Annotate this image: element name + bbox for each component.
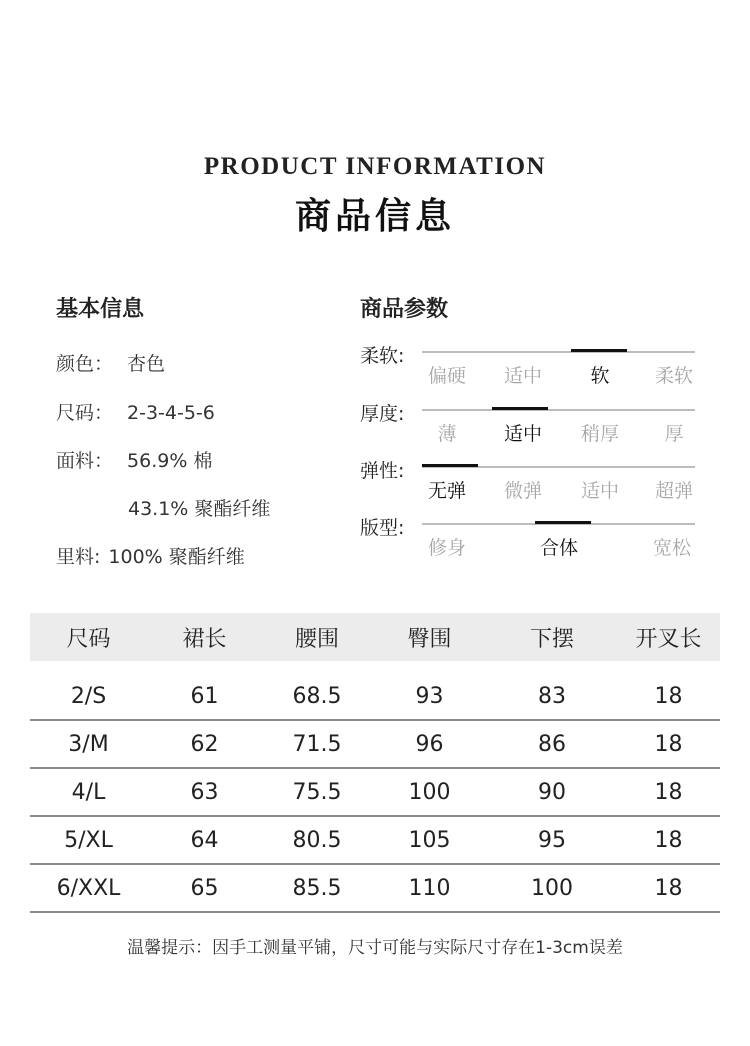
page-title-english: PRODUCT INFORMATION <box>203 153 547 180</box>
table-cell: 71.5 <box>292 731 342 757</box>
table-cell: 86 <box>538 731 566 757</box>
table-cell: 68.5 <box>292 683 342 709</box>
param-option: 适中 <box>580 480 620 502</box>
table-cell: 18 <box>654 875 683 901</box>
param-option-selected: 无弹 <box>427 480 467 502</box>
table-cell: 100 <box>408 779 451 805</box>
table-cell: 96 <box>415 731 444 757</box>
table-row <box>30 673 720 721</box>
info-key: 里料: <box>56 546 101 568</box>
column-header: 下摆 <box>529 626 574 652</box>
param-label: 弹性: <box>360 460 405 482</box>
param-option-selected: 适中 <box>503 423 543 445</box>
table-cell: 18 <box>654 731 683 757</box>
table-cell: 75.5 <box>292 779 342 805</box>
table-cell: 3/M <box>68 731 109 757</box>
table-cell: 110 <box>408 875 451 901</box>
param-option-selected: 合体 <box>539 537 579 559</box>
column-header: 尺码 <box>66 626 111 652</box>
table-cell: 65 <box>190 875 219 901</box>
table-cell: 95 <box>538 827 566 853</box>
param-fit <box>360 513 695 563</box>
param-selected-mark <box>535 521 591 524</box>
param-option: 超弹 <box>654 480 694 502</box>
table-cell: 90 <box>538 779 566 805</box>
column-header: 开叉长 <box>635 626 702 652</box>
table-cell: 80.5 <box>292 827 342 853</box>
info-row-size <box>56 398 215 425</box>
table-cell: 5/XL <box>64 827 113 853</box>
column-header: 腰围 <box>294 626 339 652</box>
table-cell: 18 <box>654 779 683 805</box>
param-label: 厚度: <box>360 403 405 425</box>
info-row-color <box>56 349 165 376</box>
table-row <box>30 865 720 913</box>
param-selected-mark <box>422 464 478 467</box>
table-row <box>30 769 720 817</box>
param-thickness <box>360 399 695 449</box>
info-value: 56.9% 棉 <box>127 450 213 472</box>
info-value: 43.1% 聚酯纤维 <box>128 498 271 520</box>
param-option: 稍厚 <box>580 423 620 445</box>
page-title-chinese: 商品信息 <box>294 196 455 237</box>
info-value: 2-3-4-5-6 <box>127 402 215 424</box>
param-track <box>422 351 695 353</box>
param-option: 柔软 <box>654 365 694 387</box>
table-cell: 85.5 <box>292 875 342 901</box>
param-track <box>422 409 695 411</box>
info-value: 杏色 <box>127 353 166 375</box>
measurement-note: 温馨提示：因手工测量平铺，尺寸可能与实际尺寸存在1-3cm误差 <box>127 938 623 958</box>
param-softness <box>360 341 695 391</box>
param-option: 修身 <box>427 537 467 559</box>
param-label: 版型: <box>360 517 405 539</box>
table-cell: 100 <box>531 875 573 901</box>
info-row-lining <box>56 542 245 569</box>
param-option: 厚 <box>664 423 684 445</box>
table-row <box>30 721 720 769</box>
column-header: 裙长 <box>182 626 227 652</box>
table-cell: 63 <box>190 779 219 805</box>
param-option: 薄 <box>437 423 457 445</box>
param-elasticity <box>360 456 695 506</box>
table-cell: 4/L <box>71 779 106 805</box>
table-cell: 105 <box>408 827 451 853</box>
table-cell: 62 <box>190 731 219 757</box>
info-key: 颜色： <box>56 353 114 375</box>
table-cell: 18 <box>654 827 683 853</box>
param-option: 偏硬 <box>427 365 467 387</box>
table-cell: 64 <box>190 827 219 853</box>
column-header: 臀围 <box>407 626 452 652</box>
size-table <box>30 613 720 913</box>
param-option: 宽松 <box>652 537 692 559</box>
table-header <box>30 613 720 661</box>
table-cell: 61 <box>190 683 219 709</box>
param-option-selected: 软 <box>590 365 610 387</box>
param-option: 微弹 <box>503 480 543 502</box>
table-cell: 18 <box>654 683 683 709</box>
table-cell: 6/XXL <box>56 875 121 901</box>
params-heading: 商品参数 <box>360 297 449 322</box>
param-option: 适中 <box>503 365 543 387</box>
basic-info-heading: 基本信息 <box>56 297 145 322</box>
param-selected-mark <box>571 349 627 352</box>
param-selected-mark <box>492 407 548 410</box>
param-label: 柔软: <box>360 345 405 367</box>
info-key: 尺码： <box>56 402 114 424</box>
info-value: 100% 聚酯纤维 <box>108 546 245 568</box>
table-cell: 93 <box>415 683 444 709</box>
info-row-fabric-2 <box>128 494 270 521</box>
info-key: 面料： <box>56 450 114 472</box>
table-cell: 2/S <box>70 683 107 709</box>
info-row-fabric <box>56 446 212 473</box>
table-cell: 83 <box>538 683 566 709</box>
table-row <box>30 817 720 865</box>
